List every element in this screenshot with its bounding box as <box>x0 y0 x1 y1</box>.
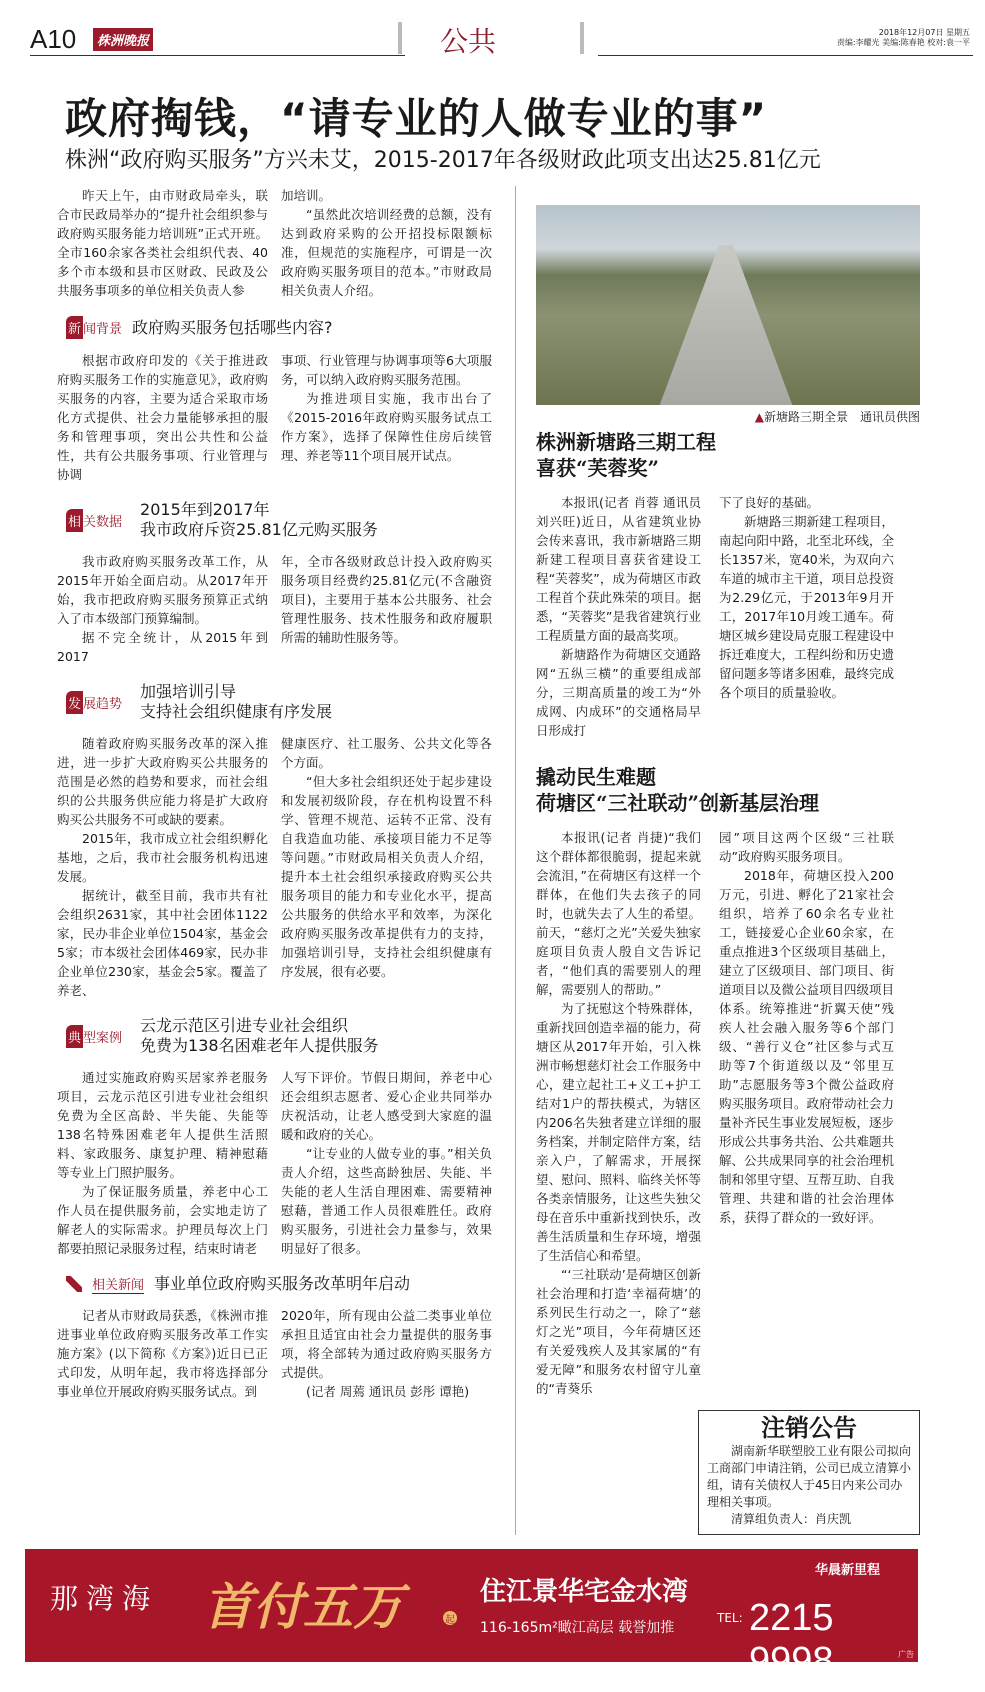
ad-phone: 2215 9998 <box>749 1597 834 1682</box>
page-number: A10 <box>30 24 77 54</box>
data-col1: 我市政府购买服务改革工作，从2015年开始全面启动。从2017年开始，我市把政府购买服务预算正式纳入了市本级部门预算编制。 据不完全统计，从2015年到2017 <box>57 554 268 664</box>
ad-logo-text: 那湾海 <box>50 1582 159 1615</box>
intro-col2: 加培训。 “虽然此次培训经费的总额，没有达到政府采购的公开招投标限额标准，但规范的实施程序，可谓是一次政府购买服务项目的范本。”市财政局相关负责人介绍。 <box>281 188 492 298</box>
background-col2: 事项、行业管理与协调事项等6大项服务，可以纳入政府购买服务范围。 为推进项目实施，我市出台了《2015-2016年政府购买服务试点工作方案》，选择了保障性住房后续管理、养老等11个项目展开试点。 <box>281 353 492 463</box>
staff-credits: 责编:李耀光 美编:陈春艳 校对:袁一平 <box>836 38 970 47</box>
photo-caption: ▲新塘路三期全景 通讯员供图 <box>754 410 920 424</box>
issue-date: 2018年12月07日 星期五 <box>878 28 970 37</box>
road-photo <box>536 205 920 405</box>
related-col1: 记者从市财政局获悉，《株洲市推进事业单位政府购买服务改革工作实施方案》(以下简称《方案》)近日已正式印发，从明年起，我市将选择部分事业单位开展政府购买服务试点。到 <box>57 1308 268 1399</box>
case-title: 云龙示范区引进专业社会组织 <box>140 1016 349 1035</box>
arrow-icon <box>66 1276 82 1292</box>
byline: (记者 周蔫 通讯员 彭彤 谭艳) <box>306 1384 470 1399</box>
case-section <box>57 1016 492 1258</box>
case-kicker: 典 型案例 云龙示范区引进专业社会组织 免费为138名困难老年人提供服务 <box>68 1016 379 1055</box>
background-col1: 根据市政府印发的《关于推进政府购买服务工作的实施意见》，政府购买服务的内容，主要为适合采取市场化方式提供、社会力量能够承担的服务和管理事项，突出公共性和公益性，共有公共服务事项、行业管理与协调 <box>57 353 268 482</box>
story2-col2: 园”项目这两个区级“三社联动”政府购买服务项目。 2018年，荷塘区投入200万元，引进、孵化了21家社会组织，培养了60余名专业社工，链接爱心企业60余家，在重点推进3个区级项目基础上，建立了区级项目、部门项目、街道项目以及微公益项目四级项目体系。统筹推进“折翼天使”残疾人社会融入服务等6个部门级、“善行义仓”社区参与式互助等7个街道级以及“邻里互助”志愿服务等3个微公益政府购买服务项目。政府带动社会力量补齐民生事业发展短板，逐步形成公共事务共治、公共难题共解、公共成果同享的社会治理机制和邻里守望、互帮互助、自我管理、共建和谐的社会治理体系，获得了群众的一致好评。 <box>719 830 895 1225</box>
intro <box>57 186 492 300</box>
related-kicker <box>66 1274 492 1294</box>
trend-kicker: 发 展趋势 加强培训引导 支持社会组织健康有序发展 <box>68 682 333 721</box>
data-kicker: 相 关数据 2015年到2017年 我市政府斥资25.81亿元购买服务 <box>68 500 378 539</box>
notice-title: 注销公告 <box>761 1414 857 1442</box>
background-kicker <box>66 316 492 339</box>
related-section <box>57 1274 492 1401</box>
right-half <box>515 186 922 1535</box>
headline: 政府掏钱，“请专业的人做专业的事” <box>65 94 768 143</box>
related-tag: 相关新闻 <box>92 1274 144 1294</box>
section-name: 公共 <box>440 25 497 58</box>
story1-col1: 本报讯(记者 肖蓉 通讯员 刘兴旺)近日，从省建筑业协会传来喜讯，我市新塘路三期新建工程项目喜获省建设工程“芙蓉奖”，成为荷塘区市政工程首个获此殊荣的项目。据悉，“芙蓉奖”是我省建筑行业工程质量方面的最高奖项。 新塘路作为荷塘区交通路网“五纵三横”的重要组成部分，三期高质量的竣工为“外成网、内成环”的交通格局早日形成打 <box>536 495 701 738</box>
trend-col2: 健康医疗、社工服务、公共文化等各个方面。 “但大多社会组织还处于起步建设和发展初级阶段，存在机构设置不科学、管理不规范、运转不正常、没有自我造血功能、承接项目能力不足等等问题。”市财政局相关负责人介绍，提升本土社会组织承接政府购买公共服务项目的能力和专业化水平，提高公共服务的供给水平和效率，为深化政府购买服务改革提供有力的支持，加强培训引导，支持社会组织健康有序发展，很有必要。 <box>281 736 492 979</box>
trend-title: 加强培训引导 <box>140 682 237 701</box>
page-body <box>57 0 922 1535</box>
notice-body: 湖南新华联塑胶工业有限公司拟向工商部门申请注销，公司已成立清算小组，请有关债权人于45日内来公司办理相关事项。 <box>707 1444 912 1509</box>
background-tag: 新 闻背景 <box>66 316 122 339</box>
story2-col1: 本报讯(记者 肖捷)“我们这个群体都很脆弱，提起来就会流泪，”在荷塘区有这样一个群体，在他们失去孩子的同时，也就失去了人生的希望。前天，“慈灯之光”关爱失独家庭项目负责人殷自文告诉记者，“他们真的需要别人的理解，需要别人的帮助。” 为了抚慰这个特殊群体，重新找回创造幸福的能力，荷塘区从2017年开始，引入株洲市畅想慈灯社会工作服务中心，建立起社工+义工+护工结对1户的帮扶模式，为辖区内206名失独者建立详细的服务档案，并制定陪伴方案，结亲入户，了解需求，开展探望、慰问、照料、临终关怀等各类亲情服务，让这些失独父母在音乐中重新找到快乐，改善生活质量和生存环境，增强了生活信心和希望。 “‘三社联动’是荷塘区创新社会治理和打造‘幸福荷塘’的系列民生行动之一，除了“慈灯之光”项目，今年荷塘区还有关爱残疾人及其家属的“有爱无障”和服务农村留守儿童的“青葵乐 <box>536 830 701 1396</box>
trend-title: 支持社会组织健康有序发展 <box>140 702 333 721</box>
data-title: 我市政府斥资25.81亿元购买服务 <box>140 520 378 539</box>
background-section <box>57 316 492 484</box>
story1-col2: 下了良好的基础。 新塘路三期新建工程项目，南起向阳中路，北至北环线，全长1357米，宽40米，为双向六车道的城市主干道，项目总投资为2.29亿元，于2013年9月开工，2017年10月竣工通车。荷塘区城乡建设局克服工程建设中拆迁难度大，工程纠纷和历史遗留问题多等诸多困难，最终完成各个项目的质量验收。 <box>719 495 895 700</box>
ad-slogan: 首付五万 <box>203 1577 403 1636</box>
ad-banner[interactable] <box>25 1549 918 1682</box>
related-col2: 2020年，所有现由公益二类事业单位承担且适宜由社会力量提供的服务事项，将全部转为通过政府购买服务方式提供。 (记者 周蔫 通讯员 彭彤 谭艳) <box>281 1308 492 1399</box>
triangle-icon: ▲ <box>754 410 764 424</box>
story2-title: 撬动民生难题 荷塘区“三社联动”创新基层治理 <box>536 765 820 815</box>
newspaper-logo: 株洲晚报 <box>93 28 153 51</box>
data-title: 2015年到2017年 <box>140 500 270 519</box>
case-title: 免费为138名困难老年人提供服务 <box>140 1036 379 1055</box>
ad-detail: 116-165m²瞰江高层 载誉加推 <box>480 1620 675 1636</box>
case-col1: 通过实施政府购买居家养老服务项目，云龙示范区引进专业社会组织免费为全区高龄、半失能、失能等138名特殊困难老年人提供生活照料、家政服务、康复护理、精神慰藉等专业上门照护服务。 为了保证服务质量，养老中心工作人员在提供服务前，会实地走访了解老人的实际需求。护理员每次上门都要拍照记录服务过程，结束时请老 <box>57 1070 268 1256</box>
ad-tel-label: TEL: <box>717 1611 743 1625</box>
deregistration-notice <box>698 1410 920 1535</box>
data-section <box>57 500 492 666</box>
subheadline: 株洲“政府购买服务”方兴未艾，2015-2017年各级财政此项支出达25.81亿元 <box>65 148 821 173</box>
ad-project: 住江景华宅金水湾 <box>480 1577 689 1607</box>
intro-col1: 昨天上午，由市财政局牵头，联合市民政局举办的“提升社会组织参与政府购买服务能力培训班”正式开班。全市160余家各类社会组织代表、40多个市本级和县市区财政、民政及公共服务事项多的单位相关负责人参 <box>57 188 268 298</box>
trend-col1: 随着政府购买服务改革的深入推进，进一步扩大政府购买公共服务的范围是必然的趋势和要求，而社会组织的公共服务供应能力将是扩大政府购买公共服务不可或缺的要素。 2015年，我市成立社会组织孵化基地，之后，我市社会服务机构迅速发展。 据统计，截至目前，我市共有社会组织2631家，其中社会团体1122家，民办非企业单位1504家，基金会5家；市本级社会团体469家，民办非企业单位230家，基金会5家。覆盖了养老、 <box>57 736 268 998</box>
left-half <box>57 186 492 1535</box>
related-title: 事业单位政府购买服务改革明年启动 <box>154 1274 411 1293</box>
ad-slogan-suffix: 起 <box>443 1611 457 1625</box>
data-col2: 年，全市各级财政总计投入政府购买服务项目经费约25.81亿元(不含融资项目)，主要用于基本公共服务、社会管理性服务、技术性服务和政府履职所需的辅助性服务等。 <box>281 554 492 645</box>
notice-contact: 清算组负责人：肖庆凯 <box>731 1512 852 1526</box>
ad-label: 广告 <box>898 1650 914 1659</box>
ad-brand: 华晨新里程 <box>815 1563 881 1578</box>
background-title: 政府购买服务包括哪些内容? <box>132 317 333 337</box>
story1-title: 株洲新塘路三期工程 喜获“芙蓉奖” <box>536 430 716 480</box>
case-col2: 人写下评价。节假日期间，养老中心还会组织志愿者、爱心企业共同举办庆祝活动，让老人感受到大家庭的温暖和政府的关心。 “让专业的人做专业的事。”相关负责人介绍，这些高龄独居、失能、半失能的老人生活自理困难、需要精神慰藉，普通工作人员很难胜任。政府购买服务，引进社会力量参与，效果明显好了很多。 <box>281 1070 492 1256</box>
trend-section <box>57 682 492 1000</box>
